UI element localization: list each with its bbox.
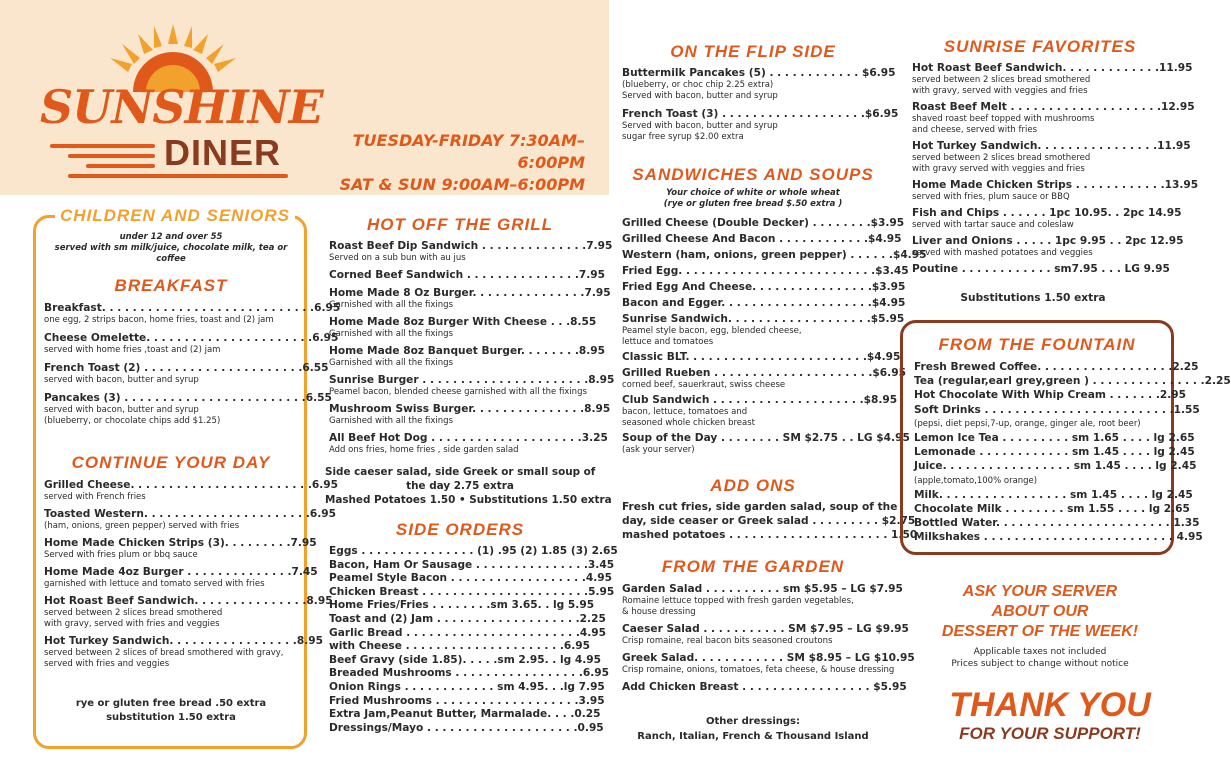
menu-item: [912, 61, 1193, 97]
menu-item-desc: Served on a sub bun with au jus: [329, 253, 466, 263]
support-line: FOR YOUR SUPPORT!: [959, 724, 1141, 743]
favorites-title: SUNRISE FAVORITES: [943, 37, 1137, 56]
menu-item-desc: sugar free syrup $2.00 extra: [622, 132, 744, 142]
kids-foot2: substitution 1.50 extra: [106, 712, 236, 723]
menu-item-name: Mushroom Swiss Burger. . . . . . . . . . . . . . .8.95: [329, 403, 611, 415]
menu-item-name: Toasted Western. . . . . . . . . . . . . . . . . . . . . .6.95: [44, 508, 337, 520]
menu-item-name: Add Chicken Breast . . . . . . . . . . . . . . . . . $5.95: [622, 681, 907, 693]
garden-list: [622, 582, 915, 698]
tax-line1: Applicable taxes not included: [973, 647, 1107, 657]
menu-item-name: Soup of the Day . . . . . . . . SM $2.75 . . LG $4.95: [622, 432, 910, 444]
menu-item-name: Fried Egg And Cheese. . . . . . . . . . . . . . . .$3.95: [622, 281, 906, 293]
menu-item-desc: served with fries, plum sauce or BBQ: [912, 192, 1070, 202]
menu-line: Hot Chocolate With Whip Cream . . . . . . .2.95: [914, 389, 1187, 402]
menu-item: [622, 582, 903, 618]
menu-item-desc: (ask your server): [622, 445, 695, 455]
menu-item-name: Roast Beef Melt . . . . . . . . . . . . . . . . . . . .12.95: [912, 101, 1195, 113]
menu-item-desc: Peamel bacon, blended cheese garnished with all the fixings: [329, 387, 587, 397]
breakfast-list: [44, 301, 341, 432]
addons-line1: Fresh cut fries, side garden salad, soup of the: [622, 501, 898, 513]
menu-item-name: Home Made 8oz Banquet Burger. . . . . . . .8.95: [329, 345, 606, 357]
menu-item-name: Club Sandwich . . . . . . . . . . . . . . . . . . . .$8.95: [622, 394, 898, 406]
menu-line: Bottled Water. . . . . . . . . . . . . . . . . . . . . . . 1.35: [914, 517, 1200, 530]
menu-item-desc: Garnished with all the fixings: [329, 329, 454, 339]
menu-item-name: Garden Salad . . . . . . . . . . sm $5.95 – LG $7.95: [622, 583, 903, 595]
menu-item-name: Roast Beef Dip Sandwich . . . . . . . . . . . . . .7.95: [329, 240, 613, 252]
menu-item-desc: served between 2 slices bread smothered: [912, 75, 1091, 85]
sandwiches-sub2: (rye or gluten free bread $.50 extra ): [663, 199, 843, 209]
menu-item-name: Sunrise Sandwich. . . . . . . . . . . . . . . . . . .$5.95: [622, 313, 905, 325]
menu-item: [44, 594, 333, 630]
menu-line: Tea (regular,earl grey,green ) . . . . . . . . . . . . . . .2.25: [914, 375, 1231, 388]
kids-footer: [40, 697, 302, 725]
menu-item-name: Grilled Cheese (Double Decker) . . . . . . . .$3.95: [622, 217, 905, 229]
promo-line1: ASK YOUR SERVER: [962, 583, 1118, 600]
menu-item-desc: Peamel style bacon, egg, blended cheese,: [622, 326, 802, 336]
kids-title: CHILDREN AND SENIORS: [55, 206, 295, 226]
grill-list: [329, 239, 615, 460]
menu-item: [44, 565, 318, 590]
menu-item-name: Home Made Chicken Strips (3). . . . . . . . .7.95: [44, 537, 317, 549]
addons-line2: day, side ceaser or Greek salad . . . . . . . . . $2.75: [622, 515, 916, 527]
menu-item: [622, 312, 905, 348]
menu-item-name: Poutine . . . . . . . . . . . . sm7.95 . . . LG 9.95: [912, 263, 1170, 275]
menu-item-name: Home Made 8oz Burger With Cheese . . .8.55: [329, 316, 597, 328]
menu-item-desc: shaved roast beef topped with mushrooms: [912, 114, 1095, 124]
favorites-subs: Substitutions 1.50 extra: [960, 292, 1106, 304]
menu-item-name: Home Made Chicken Strips . . . . . . . . . . . .13.95: [912, 179, 1199, 191]
kids-sub2: served with sm milk/juice, chocolate milk, tea or coffee: [54, 243, 288, 264]
menu-item-desc: Garnished with all the fixings: [329, 416, 454, 426]
menu-item-name: French Toast (2) . . . . . . . . . . . . . . . . . . . . .6.55: [44, 362, 329, 374]
menu-item-desc: served with French fries: [44, 492, 146, 502]
logo-diner: DINER: [164, 132, 282, 173]
menu-line: Fresh Brewed Coffee. . . . . . . . . . . . . . . . . .2.25: [914, 361, 1199, 373]
menu-item-name: Home Made 4oz Burger . . . . . . . . . . . . . .7.45: [44, 566, 318, 578]
menu-line: Home Fries/Fries . . . . . . . .sm 3.65. . lg 5.95: [329, 599, 595, 612]
menu-item-name: Corned Beef Sandwich . . . . . . . . . . . . . . .7.95: [329, 269, 605, 281]
menu-item-desc: & house dressing: [622, 607, 696, 617]
menu-line: Milk. . . . . . . . . . . . . . . . . sm 1.45 . . . . lg 2.45: [914, 488, 1193, 501]
menu-item-desc: served with tartar sauce and coleslaw: [912, 220, 1074, 230]
menu-item-name: Buttermilk Pancakes (5) . . . . . . . . . . . . $6.95: [622, 67, 896, 79]
menu-line: Milkshakes . . . . . . . . . . . . . . . . . . . . . . . . . 4.95: [914, 531, 1203, 544]
menu-item-desc: (blueberry, or choc chip 2.25 extra): [622, 80, 774, 90]
flip-title: ON THE FLIP SIDE: [670, 42, 836, 61]
menu-line: Chicken Breast . . . . . . . . . . . . . . . . . . . . . .5.95: [329, 585, 615, 598]
menu-item-desc: Romaine lettuce topped with fresh garden vegetables,: [622, 596, 854, 606]
menu-item: [622, 248, 927, 262]
menu-item: [622, 264, 909, 278]
menu-line: Bacon, Ham Or Sausage . . . . . . . . . . . . . . .3.45: [329, 558, 615, 571]
tax-note: [905, 646, 1175, 670]
menu-item: [622, 296, 906, 310]
promo-line2: ABOUT OUR: [991, 603, 1089, 620]
menu-item-desc: served with mashed potatoes and veggies: [912, 248, 1093, 258]
grill-note2: the day 2.75 extra: [406, 480, 514, 492]
menu-item: [622, 622, 909, 647]
menu-item-desc: seasoned whole chicken breast: [622, 418, 755, 428]
sandwiches-list: [622, 216, 927, 458]
menu-item-name: Hot Turkey Sandwich. . . . . . . . . . . . . . . .11.95: [912, 140, 1191, 152]
menu-item-desc: lettuce and tomatoes: [622, 337, 714, 347]
fountain-title: FROM THE FOUNTAIN: [938, 335, 1136, 354]
menu-item: [622, 366, 906, 391]
kids-foot1: rye or gluten free bread .50 extra: [75, 698, 267, 709]
hours-weekend: SAT & SUN 9:00AM–6:00PM: [339, 175, 585, 194]
kids-subtitle: [40, 232, 302, 265]
logo-sunshine: SUNSHINE: [40, 80, 323, 134]
menu-item-desc: served between 2 slices bread smothered: [912, 153, 1091, 163]
menu-line: Lemon Ice Tea . . . . . . . . . sm 1.65 . . . . lg 2.65: [914, 432, 1195, 445]
menu-item: [44, 634, 323, 670]
menu-item: [329, 286, 611, 311]
menu-line: Toast and (2) Jam . . . . . . . . . . . . . . . . . . .2.25: [329, 612, 606, 625]
menu-item: [44, 331, 339, 356]
promo-line3: DESSERT OF THE WEEK!: [941, 623, 1139, 640]
flip-list: [622, 66, 899, 148]
menu-item-name: Western (ham, onions, green pepper) . . . . . .$4.95: [622, 249, 927, 261]
menu-item: [912, 234, 1184, 259]
menu-item-name: Sunrise Burger . . . . . . . . . . . . . . . . . . . . . .8.95: [329, 374, 615, 386]
menu-item: [44, 478, 338, 503]
menu-item: [622, 216, 905, 230]
menu-item-name: Liver and Onions . . . . . 1pc 9.95 . . 2pc 12.95: [912, 235, 1184, 247]
menu-item: [622, 431, 910, 456]
menu-line: Eggs . . . . . . . . . . . . . . . (1) .95 (2) 1.85 (3) 2.65: [329, 545, 618, 557]
menu-item: [912, 139, 1191, 175]
menu-item-desc: with gravy, served with veggies and fries: [912, 86, 1088, 96]
tax-line2: Prices subject to change without notice: [951, 659, 1129, 669]
continue-title: CONTINUE YOUR DAY: [71, 453, 271, 472]
menu-line: (pepsi, diet pepsi,7-up, orange, ginger ale, root beer): [914, 418, 1141, 429]
menu-item: [622, 651, 915, 676]
addons-title: ADD ONS: [710, 476, 796, 495]
menu-item-desc: Served with bacon, butter and syrup: [622, 121, 778, 131]
grill-notes: [325, 465, 612, 507]
menu-item: [622, 680, 907, 694]
menu-item: [329, 239, 613, 264]
menu-item-desc: served with bacon, butter and syrup: [44, 375, 199, 385]
menu-item: [44, 301, 341, 326]
dessert-promo: [905, 582, 1175, 642]
menu-item-desc: Add ons fries, home fries , side garden salad: [329, 445, 519, 455]
menu-item-desc: Crisp romaine, real bacon bits seasoned croutons: [622, 636, 833, 646]
sides-list: [329, 545, 618, 735]
menu-item-desc: Served with bacon, butter and syrup: [622, 91, 778, 101]
menu-item-name: Classic BLT. . . . . . . . . . . . . . . . . . . . . . . .$4.95: [622, 351, 901, 363]
sandwiches-subtitle: [618, 188, 888, 210]
menu-item-desc: Garnished with all the fixings: [329, 358, 454, 368]
menu-line: Dressings/Mayo . . . . . . . . . . . . . . . . . . . .0.95: [329, 721, 604, 734]
diner-logo: [28, 22, 323, 182]
favorites-list: [912, 61, 1199, 279]
other-dressings: [618, 714, 888, 744]
continue-list: [44, 478, 338, 674]
menu-item: [44, 391, 332, 427]
menu-line: Juice. . . . . . . . . . . . . . . . . sm 1.45 . . . . lg 2.45: [914, 460, 1197, 473]
grill-note1: Side caeser salad, side Greek or small soup of: [325, 466, 596, 478]
menu-item-desc: served with fries and veggies: [44, 659, 170, 669]
menu-line: Lemonade . . . . . . . . . . . . sm 1.45 . . . . lg 2.45: [914, 446, 1195, 459]
menu-item-desc: served between 2 slices bread smothered: [44, 608, 223, 618]
menu-item: [329, 268, 605, 282]
menu-line: Onion Rings . . . . . . . . . . . . sm 4.95. . .lg 7.95: [329, 680, 605, 693]
menu-item-name: Breakfast. . . . . . . . . . . . . . . . . . . . . . . . . . . .6.95: [44, 302, 341, 314]
other-dressings-list: Ranch, Italian, French & Thousand Island: [637, 731, 869, 742]
menu-item-name: Hot Roast Beef Sandwich. . . . . . . . . . . . . . .8.95: [44, 595, 333, 607]
addons-text: [622, 500, 918, 542]
menu-item: [329, 431, 608, 456]
sandwiches-title: SANDWICHES AND SOUPS: [632, 165, 874, 184]
menu-item-desc: Crisp romaine, onions, tomatoes, feta cheese, & house dressing: [622, 665, 895, 675]
menu-item: [912, 178, 1199, 203]
menu-item-desc: bacon, lettuce, tomatoes and: [622, 407, 748, 417]
menu-item-name: Hot Turkey Sandwich. . . . . . . . . . . . . . . . .8.95: [44, 635, 323, 647]
menu-item-desc: Served with fries plum or bbq sauce: [44, 550, 198, 560]
menu-line: (apple,tomato,100% orange): [914, 475, 1038, 486]
menu-item-name: Fish and Chips . . . . . . 1pc 10.95. . 2pc 14.95: [912, 207, 1182, 219]
menu-item-name: Cheese Omelette. . . . . . . . . . . . . . . . . . . . . .6.95: [44, 332, 339, 344]
addons-line3: mashed potatoes . . . . . . . . . . . . . . . . . . . . . 1.50: [622, 529, 918, 541]
hours: [320, 130, 585, 196]
menu-item-name: Grilled Rueben . . . . . . . . . . . . . . . . . . . . .$6.95: [622, 367, 906, 379]
menu-item-name: Grilled Cheese And Bacon . . . . . . . . . . . .$4.95: [622, 233, 902, 245]
menu-line: Beef Gravy (side 1.85). . . . .sm 2.95. . lg 4.95: [329, 653, 602, 666]
menu-item-name: French Toast (3) . . . . . . . . . . . . . . . . . . .$6.95: [622, 108, 899, 120]
kids-sub1: under 12 and over 55: [119, 232, 223, 242]
menu-item-desc: Garnished with all the fixings: [329, 300, 454, 310]
thank-you: THANK YOU: [949, 686, 1151, 724]
menu-line: Chocolate Milk . . . . . . . . sm 1.55 . . . . lg 2.65: [914, 503, 1190, 516]
menu-item-desc: (ham, onions, green pepper) served with fries: [44, 521, 240, 531]
menu-item: [622, 350, 901, 364]
hours-weekday: TUESDAY-FRIDAY 7:30AM–6:00PM: [352, 131, 585, 172]
grill-title: HOT OFF THE GRILL: [366, 215, 554, 234]
other-dressings-label: Other dressings:: [705, 716, 801, 727]
menu-item: [44, 536, 317, 561]
menu-item-desc: served with home fries ,toast and (2) jam: [44, 345, 221, 355]
menu-item-name: Fried Egg. . . . . . . . . . . . . . . . . . . . . . . . . .$3.45: [622, 265, 909, 277]
menu-item: [622, 107, 899, 143]
menu-item-desc: and cheese, served with fries: [912, 125, 1038, 135]
grill-note3: Mashed Potatoes 1.50 • Substitutions 1.50 extra: [325, 494, 612, 506]
menu-item-name: Home Made 8 Oz Burger. . . . . . . . . . . . . . .7.95: [329, 287, 611, 299]
menu-item-desc: (blueberry, or chocolate chips add $1.25): [44, 416, 221, 426]
breakfast-title: BREAKFAST: [114, 276, 228, 295]
sandwiches-sub1: Your choice of white or whole wheat: [666, 188, 840, 198]
menu-item-name: Grilled Cheese. . . . . . . . . . . . . . . . . . . . . . . .6.95: [44, 479, 338, 491]
menu-item: [329, 402, 611, 427]
menu-line: Peamel Style Bacon . . . . . . . . . . . . . . . . . .4.95: [329, 572, 613, 585]
menu-item: [329, 315, 597, 340]
menu-item-desc: served between 2 slices of bread smothered with gravy,: [44, 648, 284, 658]
sides-title: SIDE ORDERS: [395, 520, 525, 539]
menu-item-desc: with gravy, served with fries and veggies: [44, 619, 220, 629]
menu-line: Extra Jam,Peanut Butter, Marmalade. . . .0.25: [329, 708, 601, 721]
menu-line: Fried Mushrooms . . . . . . . . . . . . . . . . . . .3.95: [329, 694, 605, 707]
menu-item-name: Caeser Salad . . . . . . . . . . . SM $7.95 – LG $9.95: [622, 623, 909, 635]
menu-item-desc: corned beef, sauerkraut, swiss cheese: [622, 380, 786, 390]
menu-item: [44, 507, 337, 532]
menu-item: [912, 100, 1195, 136]
menu-item: [329, 344, 606, 369]
menu-item: [622, 66, 896, 102]
menu-line: Garlic Bread . . . . . . . . . . . . . . . . . . . . . . .4.95: [329, 626, 607, 639]
menu-line: with Cheese . . . . . . . . . . . . . . . . . . . . .6.95: [329, 640, 590, 653]
menu-item: [622, 280, 906, 294]
menu-item-name: Hot Roast Beef Sandwich. . . . . . . . . . . . .11.95: [912, 62, 1193, 74]
menu-item-name: All Beef Hot Dog . . . . . . . . . . . . . . . . . . . .3.25: [329, 432, 608, 444]
menu-item: [622, 232, 902, 246]
menu-item-desc: garnished with lettuce and tomato served with fries: [44, 579, 265, 589]
menu-item-name: Bacon and Egger. . . . . . . . . . . . . . . . . . . .$4.95: [622, 297, 906, 309]
menu-item: [622, 393, 898, 429]
menu-item: [912, 262, 1168, 276]
fountain-list: [914, 360, 1231, 545]
menu-item-name: Greek Salad. . . . . . . . . . . . SM $8.95 – LG $10.95: [622, 652, 915, 664]
menu-item-desc: one egg, 2 strips bacon, home fries, toast and (2) jam: [44, 315, 274, 325]
menu-item-desc: served with bacon, butter and syrup: [44, 405, 199, 415]
menu-item: [912, 206, 1182, 231]
garden-title: FROM THE GARDEN: [661, 557, 845, 576]
menu-item-name: Pancakes (3) . . . . . . . . . . . . . . . . . . . . . . . .6.55: [44, 392, 332, 404]
menu-item-desc: with gravy served with veggies and fries: [912, 164, 1085, 174]
menu-item: [329, 373, 615, 398]
menu-item: [44, 361, 329, 386]
menu-line: Soft Drinks . . . . . . . . . . . . . . . . . . . . . . . . .1.55: [914, 403, 1200, 416]
menu-line: Breaded Mushrooms . . . . . . . . . . . . . . . . .6.95: [329, 667, 609, 680]
